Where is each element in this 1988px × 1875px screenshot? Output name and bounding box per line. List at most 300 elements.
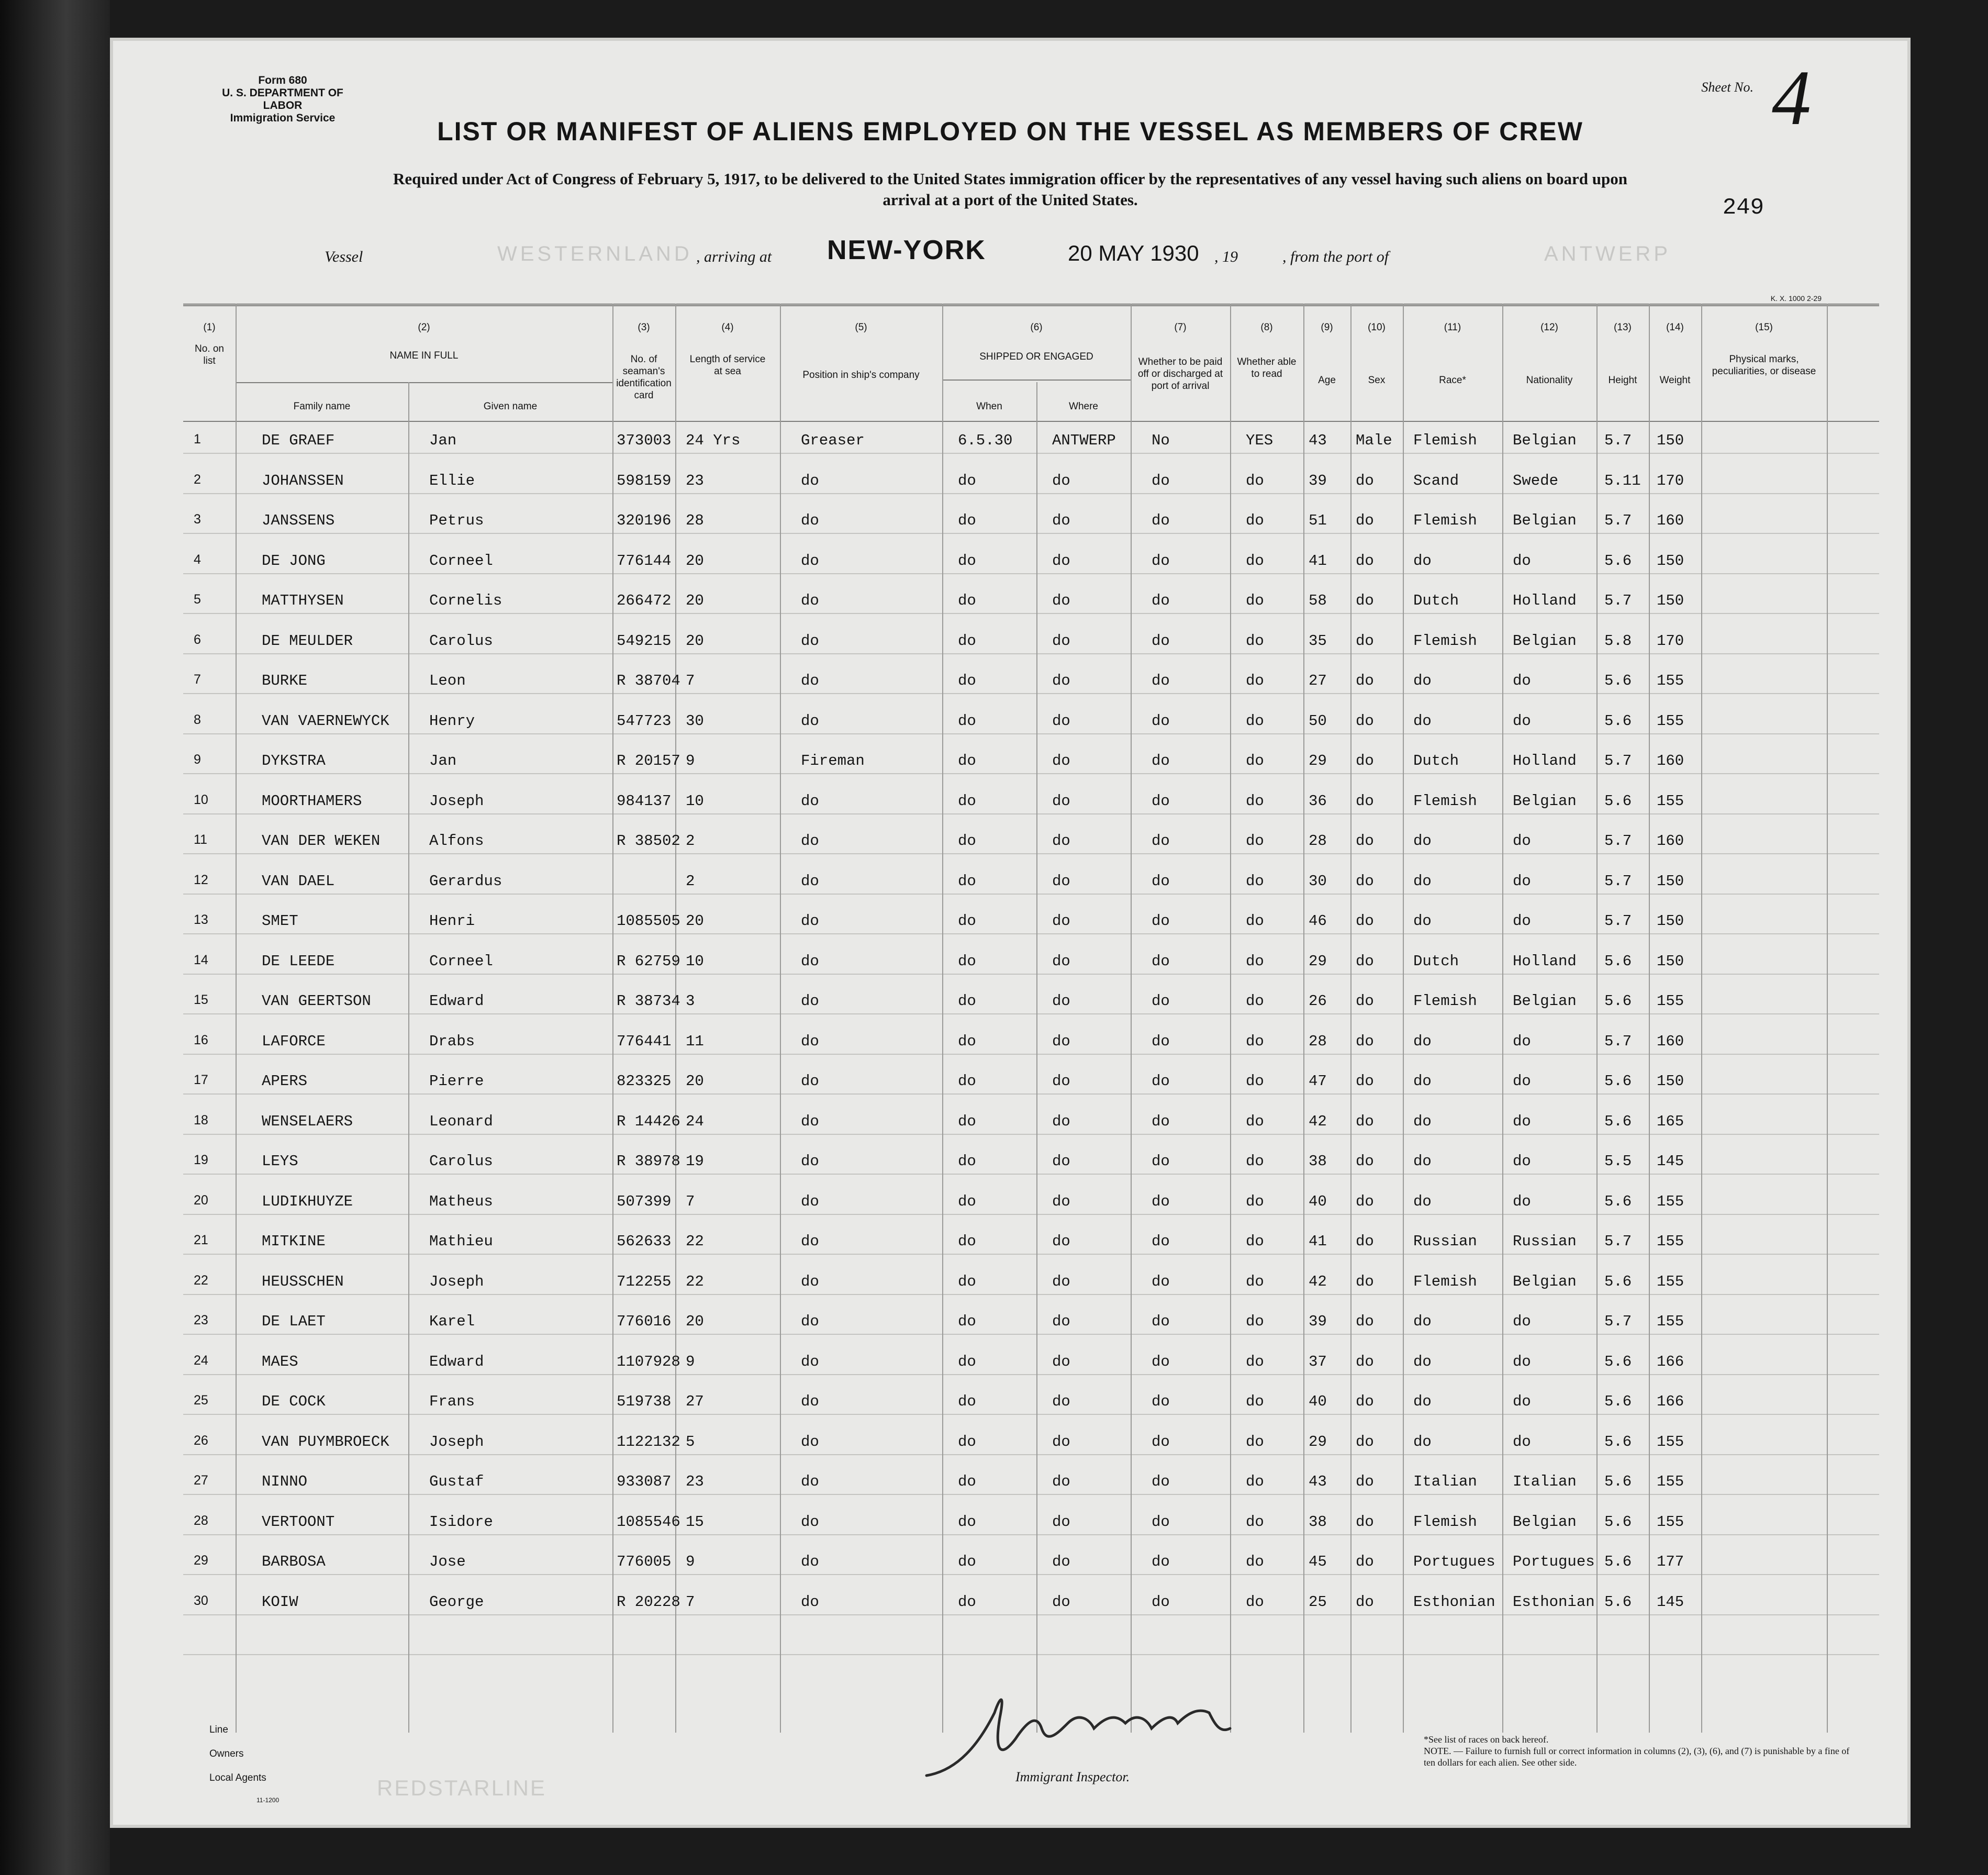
year-label: , 19 — [1214, 248, 1238, 265]
family-name-cell: DYKSTRA — [262, 752, 326, 769]
column-rule — [1303, 304, 1304, 1733]
seaman-card-number-cell: R 38704 — [617, 672, 680, 689]
row-rule — [183, 653, 1879, 654]
race-cell: do — [1413, 1073, 1432, 1090]
able-to-read-cell: do — [1246, 912, 1264, 930]
row-number-cell: 16 — [194, 1033, 208, 1047]
nationality-cell: Russian — [1513, 1233, 1577, 1250]
race-cell: Esthonian — [1413, 1593, 1495, 1611]
subtitle — [225, 169, 1795, 210]
weight-cell: 170 — [1657, 472, 1684, 489]
able-to-read-cell: do — [1246, 1433, 1264, 1450]
row-rule — [183, 533, 1879, 534]
able-to-read-cell: do — [1246, 953, 1264, 970]
sex-cell: do — [1356, 992, 1374, 1010]
header-length-of-service: Length of service at sea — [689, 354, 766, 377]
subtitle-line-2: arrival at a port of the United States. — [883, 191, 1138, 209]
nationality-cell: do — [1513, 712, 1531, 730]
sex-cell: do — [1356, 1393, 1374, 1410]
position-cell: do — [801, 472, 819, 489]
sex-cell: do — [1356, 752, 1374, 769]
shipped-where-cell: do — [1052, 712, 1070, 730]
weight-cell: 155 — [1657, 1433, 1684, 1450]
race-cell: do — [1413, 1113, 1432, 1130]
shipped-where-cell: do — [1052, 1313, 1070, 1330]
able-to-read-cell: do — [1246, 1193, 1264, 1210]
given-name-cell: Joseph — [429, 1273, 484, 1290]
length-of-service-cell: 22 — [686, 1233, 704, 1250]
position-cell: do — [801, 873, 819, 890]
height-cell: 5.7 — [1604, 1033, 1632, 1050]
row-number-cell: 30 — [194, 1593, 208, 1608]
shipped-when-cell: do — [958, 1553, 976, 1570]
able-to-read-cell: do — [1246, 1153, 1264, 1170]
family-name-cell: DE COCK — [262, 1393, 326, 1410]
header-no-on-list: No. on list — [195, 343, 224, 366]
able-to-read-cell: do — [1246, 1513, 1264, 1531]
row-number-cell: 2 — [194, 472, 201, 487]
length-of-service-cell: 2 — [686, 832, 695, 850]
shipped-when-cell: do — [958, 672, 976, 689]
row-number-cell: 8 — [194, 712, 201, 727]
footer-labels — [209, 1718, 266, 1790]
shipped-where-cell: do — [1052, 1153, 1070, 1170]
sex-cell: do — [1356, 1233, 1374, 1250]
sheet-number: 4 — [1772, 54, 1811, 141]
row-number-cell: 29 — [194, 1553, 208, 1568]
colnum-4: (4) — [721, 322, 734, 333]
race-cell: Scand — [1413, 472, 1459, 489]
height-cell: 5.6 — [1604, 953, 1632, 970]
family-name-cell: DE LEEDE — [262, 953, 335, 970]
able-to-read-cell: do — [1246, 873, 1264, 890]
column-rule — [236, 304, 237, 1733]
shipped-when-cell: do — [958, 873, 976, 890]
row-rule — [183, 1414, 1879, 1415]
height-cell: 5.6 — [1604, 1473, 1632, 1490]
paid-off-cell: do — [1152, 793, 1170, 810]
row-number-cell: 25 — [194, 1393, 208, 1408]
given-name-cell: Jan — [429, 752, 457, 769]
height-cell: 5.6 — [1604, 1553, 1632, 1570]
shipped-when-cell: do — [958, 953, 976, 970]
length-of-service-cell: 20 — [686, 912, 704, 930]
race-cell: do — [1413, 1393, 1432, 1410]
weight-cell: 150 — [1657, 873, 1684, 890]
position-cell: do — [801, 552, 819, 570]
able-to-read-cell: do — [1246, 992, 1264, 1010]
colnum-14: (14) — [1666, 322, 1684, 333]
table-top-rule — [183, 304, 1879, 305]
shipped-when-cell: do — [958, 832, 976, 850]
weight-cell: 155 — [1657, 1233, 1684, 1250]
weight-cell: 155 — [1657, 672, 1684, 689]
row-rule — [183, 453, 1879, 454]
shipped-when-cell: do — [958, 1353, 976, 1370]
height-cell: 5.6 — [1604, 1593, 1632, 1611]
paid-off-cell: do — [1152, 552, 1170, 570]
height-cell: 5.11 — [1604, 472, 1641, 489]
sex-cell: do — [1356, 793, 1374, 810]
given-name-cell: Joseph — [429, 793, 484, 810]
age-cell: 39 — [1309, 1313, 1327, 1330]
paid-off-cell: do — [1152, 752, 1170, 769]
able-to-read-cell: do — [1246, 1033, 1264, 1050]
shipped-where-cell: do — [1052, 752, 1070, 769]
row-rule — [183, 894, 1879, 895]
shipped-where-cell: do — [1052, 1233, 1070, 1250]
length-of-service-cell: 30 — [686, 712, 704, 730]
race-cell: Flemish — [1413, 1513, 1477, 1531]
sex-cell: do — [1356, 1353, 1374, 1370]
height-cell: 5.6 — [1604, 712, 1632, 730]
height-cell: 5.6 — [1604, 1353, 1632, 1370]
age-cell: 28 — [1309, 832, 1327, 850]
weight-cell: 166 — [1657, 1353, 1684, 1370]
family-name-cell: DE JONG — [262, 552, 326, 570]
seaman-card-number-cell: R 62759 — [617, 953, 680, 970]
race-cell: Dutch — [1413, 953, 1459, 970]
able-to-read-cell: do — [1246, 1593, 1264, 1611]
sex-cell: do — [1356, 1193, 1374, 1210]
length-of-service-cell: 9 — [686, 1553, 695, 1570]
weight-cell: 155 — [1657, 1273, 1684, 1290]
weight-cell: 150 — [1657, 552, 1684, 570]
row-rule — [183, 493, 1879, 494]
height-cell: 5.7 — [1604, 873, 1632, 890]
row-number-cell: 11 — [194, 832, 207, 847]
race-cell: do — [1413, 552, 1432, 570]
seaman-card-number-cell: R 20228 — [617, 1593, 680, 1611]
height-cell: 5.6 — [1604, 1393, 1632, 1410]
shipped-where-cell: do — [1052, 1273, 1070, 1290]
sex-cell: do — [1356, 592, 1374, 609]
manifest-number: 249 — [1722, 195, 1764, 221]
header-weight: Weight — [1659, 375, 1691, 386]
height-cell: 5.6 — [1604, 793, 1632, 810]
header-physical-marks: Physical marks, peculiarities, or disease — [1712, 354, 1816, 377]
shipped-when-cell: do — [958, 1073, 976, 1090]
colnum-2: (2) — [418, 322, 430, 333]
position-cell: do — [801, 592, 819, 609]
age-cell: 43 — [1309, 1473, 1327, 1490]
able-to-read-cell: do — [1246, 712, 1264, 730]
shipped-where-cell: do — [1052, 1073, 1070, 1090]
age-cell: 42 — [1309, 1273, 1327, 1290]
age-cell: 38 — [1309, 1513, 1327, 1531]
height-cell: 5.6 — [1604, 1113, 1632, 1130]
row-rule — [183, 1214, 1879, 1215]
height-cell: 5.7 — [1604, 1233, 1632, 1250]
shipped-when-cell: 6.5.30 — [958, 432, 1013, 449]
nationality-cell: do — [1513, 1353, 1531, 1370]
age-cell: 35 — [1309, 632, 1327, 650]
print-code: K. X. 1000 2-29 — [1770, 294, 1822, 303]
page-title: LIST OR MANIFEST OF ALIENS EMPLOYED ON THE VESSEL AS MEMBERS OF CREW — [437, 117, 1583, 146]
seaman-card-number-cell: 776441 — [617, 1033, 672, 1050]
paid-off-cell: do — [1152, 1393, 1170, 1410]
position-cell: do — [801, 953, 819, 970]
age-cell: 25 — [1309, 1593, 1327, 1611]
row-rule — [183, 693, 1879, 694]
row-rule — [183, 1134, 1879, 1135]
family-name-cell: VAN VAERNEWYCK — [262, 712, 389, 730]
seaman-card-number-cell: R 14426 — [617, 1113, 680, 1130]
row-rule — [183, 1534, 1879, 1535]
shipped-when-cell: do — [958, 712, 976, 730]
paid-off-cell: do — [1152, 1113, 1170, 1130]
seaman-card-number-cell: 933087 — [617, 1473, 672, 1490]
family-name-cell: MITKINE — [262, 1233, 326, 1250]
position-cell: do — [801, 832, 819, 850]
colnum-8: (8) — [1260, 322, 1273, 333]
header-position: Position in ship's company — [802, 370, 920, 381]
row-number-cell: 12 — [194, 873, 208, 887]
length-of-service-cell: 7 — [686, 1193, 695, 1210]
shipped-rule — [942, 380, 1131, 381]
position-cell: do — [801, 632, 819, 650]
position-cell: do — [801, 1033, 819, 1050]
name-rule — [236, 382, 612, 383]
shipped-where-cell: do — [1052, 873, 1070, 890]
owners-label: Owners — [209, 1748, 244, 1759]
nationality-cell: do — [1513, 873, 1531, 890]
header-race: Race* — [1439, 375, 1466, 386]
weight-cell: 150 — [1657, 953, 1684, 970]
row-rule — [183, 853, 1879, 854]
column-rule — [1701, 304, 1702, 1733]
seaman-card-number-cell: 562633 — [617, 1233, 672, 1250]
weight-cell: 150 — [1657, 592, 1684, 609]
length-of-service-cell: 9 — [686, 1353, 695, 1370]
seaman-card-number-cell: 712255 — [617, 1273, 672, 1290]
row-rule — [183, 613, 1879, 614]
nationality-cell: Holland — [1513, 953, 1577, 970]
weight-cell: 150 — [1657, 912, 1684, 930]
colnum-5: (5) — [855, 322, 867, 333]
given-name-cell: Pierre — [429, 1073, 484, 1090]
paid-off-cell: do — [1152, 712, 1170, 730]
row-number-cell: 27 — [194, 1473, 208, 1488]
column-rule — [1502, 304, 1503, 1733]
header-family-name: Family name — [293, 401, 351, 412]
column-rule — [1350, 304, 1352, 1733]
shipped-where-cell: do — [1052, 1593, 1070, 1611]
weight-cell: 160 — [1657, 1033, 1684, 1050]
height-cell: 5.6 — [1604, 1073, 1632, 1090]
length-of-service-cell: 19 — [686, 1153, 704, 1170]
footer-notes — [1424, 1734, 1853, 1768]
length-of-service-cell: 5 — [686, 1433, 695, 1450]
colnum-15: (15) — [1755, 322, 1773, 333]
position-cell: do — [801, 512, 819, 529]
seaman-card-number-cell: R 38734 — [617, 992, 680, 1010]
nationality-cell: do — [1513, 1433, 1531, 1450]
nationality-cell: Belgian — [1513, 992, 1577, 1010]
nationality-cell: Belgian — [1513, 512, 1577, 529]
length-of-service-cell: 7 — [686, 672, 695, 689]
column-rule — [1131, 304, 1132, 1733]
given-name-cell: Leon — [429, 672, 466, 689]
header-seaman-id: No. of seaman's identification card — [616, 354, 672, 401]
position-cell: Fireman — [801, 752, 865, 769]
position-cell: do — [801, 793, 819, 810]
row-number-cell: 10 — [194, 793, 208, 807]
port-of-arrival: NEW-YORK — [827, 235, 986, 265]
family-name-cell: VAN DER WEKEN — [262, 832, 381, 850]
column-rule — [780, 304, 781, 1733]
given-name-cell: Edward — [429, 992, 484, 1010]
row-number-cell: 23 — [194, 1313, 208, 1327]
nationality-cell: Swede — [1513, 472, 1559, 489]
weight-cell: 145 — [1657, 1153, 1684, 1170]
weight-cell: 150 — [1657, 432, 1684, 449]
seaman-card-number-cell: 598159 — [617, 472, 672, 489]
given-name-cell: Ellie — [429, 472, 475, 489]
position-cell: do — [801, 1433, 819, 1450]
length-of-service-cell: 24 — [686, 1113, 704, 1130]
position-cell: do — [801, 1113, 819, 1130]
paid-off-cell: do — [1152, 873, 1170, 890]
header-where: Where — [1069, 401, 1098, 412]
position-cell: do — [801, 712, 819, 730]
weight-cell: 145 — [1657, 1593, 1684, 1611]
paid-off-cell: do — [1152, 953, 1170, 970]
weight-cell: 177 — [1657, 1553, 1684, 1570]
shipped-when-cell: do — [958, 1193, 976, 1210]
crew-manifest-table — [183, 304, 1879, 1733]
shipped-when-cell: do — [958, 1033, 976, 1050]
able-to-read-cell: do — [1246, 832, 1264, 850]
family-name-cell: KOIW — [262, 1593, 298, 1611]
family-name-cell: WENSELAERS — [262, 1113, 353, 1130]
given-name-cell: Gustaf — [429, 1473, 484, 1490]
able-to-read-cell: do — [1246, 632, 1264, 650]
paid-off-cell: do — [1152, 1553, 1170, 1570]
shipped-when-cell: do — [958, 1393, 976, 1410]
given-name-cell: Henry — [429, 712, 475, 730]
nationality-cell: Holland — [1513, 752, 1577, 769]
given-name-cell: Joseph — [429, 1433, 484, 1450]
position-cell: do — [801, 1193, 819, 1210]
able-to-read-cell: do — [1246, 552, 1264, 570]
row-number-cell: 22 — [194, 1273, 208, 1288]
height-cell: 5.6 — [1604, 1273, 1632, 1290]
colnum-3: (3) — [638, 322, 650, 333]
row-rule — [183, 1574, 1879, 1575]
paid-off-cell: do — [1152, 1193, 1170, 1210]
race-cell: Flemish — [1413, 1273, 1477, 1290]
header-name-in-full: NAME IN FULL — [389, 350, 459, 361]
header-nationality: Nationality — [1526, 375, 1573, 386]
form-number: Form 680 — [258, 74, 307, 86]
colnum-7: (7) — [1174, 322, 1187, 333]
seaman-card-number-cell: 547723 — [617, 712, 672, 730]
sex-cell: do — [1356, 1553, 1374, 1570]
shipped-where-cell: do — [1052, 632, 1070, 650]
nationality-cell: do — [1513, 552, 1531, 570]
paid-off-cell: do — [1152, 1433, 1170, 1450]
shipped-when-cell: do — [958, 552, 976, 570]
position-cell: do — [801, 1553, 819, 1570]
colnum-1: (1) — [203, 322, 216, 333]
nationality-cell: Belgian — [1513, 1273, 1577, 1290]
sex-cell: do — [1356, 1073, 1374, 1090]
height-cell: 5.6 — [1604, 1193, 1632, 1210]
shipped-where-cell: do — [1052, 1033, 1070, 1050]
race-cell: Dutch — [1413, 752, 1459, 769]
shipped-when-cell: do — [958, 1113, 976, 1130]
nationality-cell: do — [1513, 672, 1531, 689]
row-number-cell: 7 — [194, 672, 201, 687]
able-to-read-cell: do — [1246, 1393, 1264, 1410]
header-given-name: Given name — [483, 401, 538, 412]
nationality-cell: do — [1513, 1193, 1531, 1210]
shipped-when-cell: do — [958, 1313, 976, 1330]
agent-stamp: REDSTARLINE — [377, 1776, 546, 1800]
shipped-where-cell: do — [1052, 1113, 1070, 1130]
row-rule — [183, 1374, 1879, 1375]
given-name-cell: Leonard — [429, 1113, 493, 1130]
vessel-label: Vessel — [325, 248, 363, 265]
able-to-read-cell: do — [1246, 1113, 1264, 1130]
arriving-label: , arriving at — [696, 248, 772, 265]
height-cell: 5.6 — [1604, 1513, 1632, 1531]
given-name-cell: Mathieu — [429, 1233, 493, 1250]
paid-off-cell: do — [1152, 472, 1170, 489]
column-rule — [1827, 304, 1828, 1733]
given-name-cell: Jose — [429, 1553, 466, 1570]
given-name-cell: Carolus — [429, 1153, 493, 1170]
paid-off-cell: do — [1152, 992, 1170, 1010]
sex-cell: do — [1356, 912, 1374, 930]
column-rule — [1403, 304, 1404, 1733]
colnum-11: (11) — [1444, 322, 1461, 333]
height-cell: 5.7 — [1604, 432, 1632, 449]
weight-cell: 165 — [1657, 1113, 1684, 1130]
family-name-cell: BARBOSA — [262, 1553, 326, 1570]
race-cell: do — [1413, 1153, 1432, 1170]
family-name-cell: VAN DAEL — [262, 873, 335, 890]
family-name-cell: LUDIKHUYZE — [262, 1193, 353, 1210]
given-name-cell: Corneel — [429, 552, 493, 570]
paid-off-cell: do — [1152, 672, 1170, 689]
shipped-where-cell: do — [1052, 953, 1070, 970]
shipped-when-cell: do — [958, 592, 976, 609]
shipped-when-cell: do — [958, 1513, 976, 1531]
age-cell: 58 — [1309, 592, 1327, 609]
paid-off-cell: do — [1152, 592, 1170, 609]
height-cell: 5.7 — [1604, 752, 1632, 769]
able-to-read-cell: do — [1246, 472, 1264, 489]
weight-cell: 160 — [1657, 752, 1684, 769]
given-name-cell: Gerardus — [429, 873, 502, 890]
family-name-cell: NINNO — [262, 1473, 308, 1490]
colnum-6: (6) — [1030, 322, 1043, 333]
row-number-cell: 14 — [194, 953, 208, 967]
race-cell: Flemish — [1413, 512, 1477, 529]
paid-off-cell: do — [1152, 1473, 1170, 1490]
race-cell: do — [1413, 912, 1432, 930]
length-of-service-cell: 10 — [686, 953, 704, 970]
sex-cell: do — [1356, 1153, 1374, 1170]
row-rule — [183, 933, 1879, 934]
paid-off-cell: do — [1152, 912, 1170, 930]
shipped-when-cell: do — [958, 912, 976, 930]
row-rule — [183, 773, 1879, 774]
sex-cell: do — [1356, 832, 1374, 850]
height-cell: 5.7 — [1604, 912, 1632, 930]
